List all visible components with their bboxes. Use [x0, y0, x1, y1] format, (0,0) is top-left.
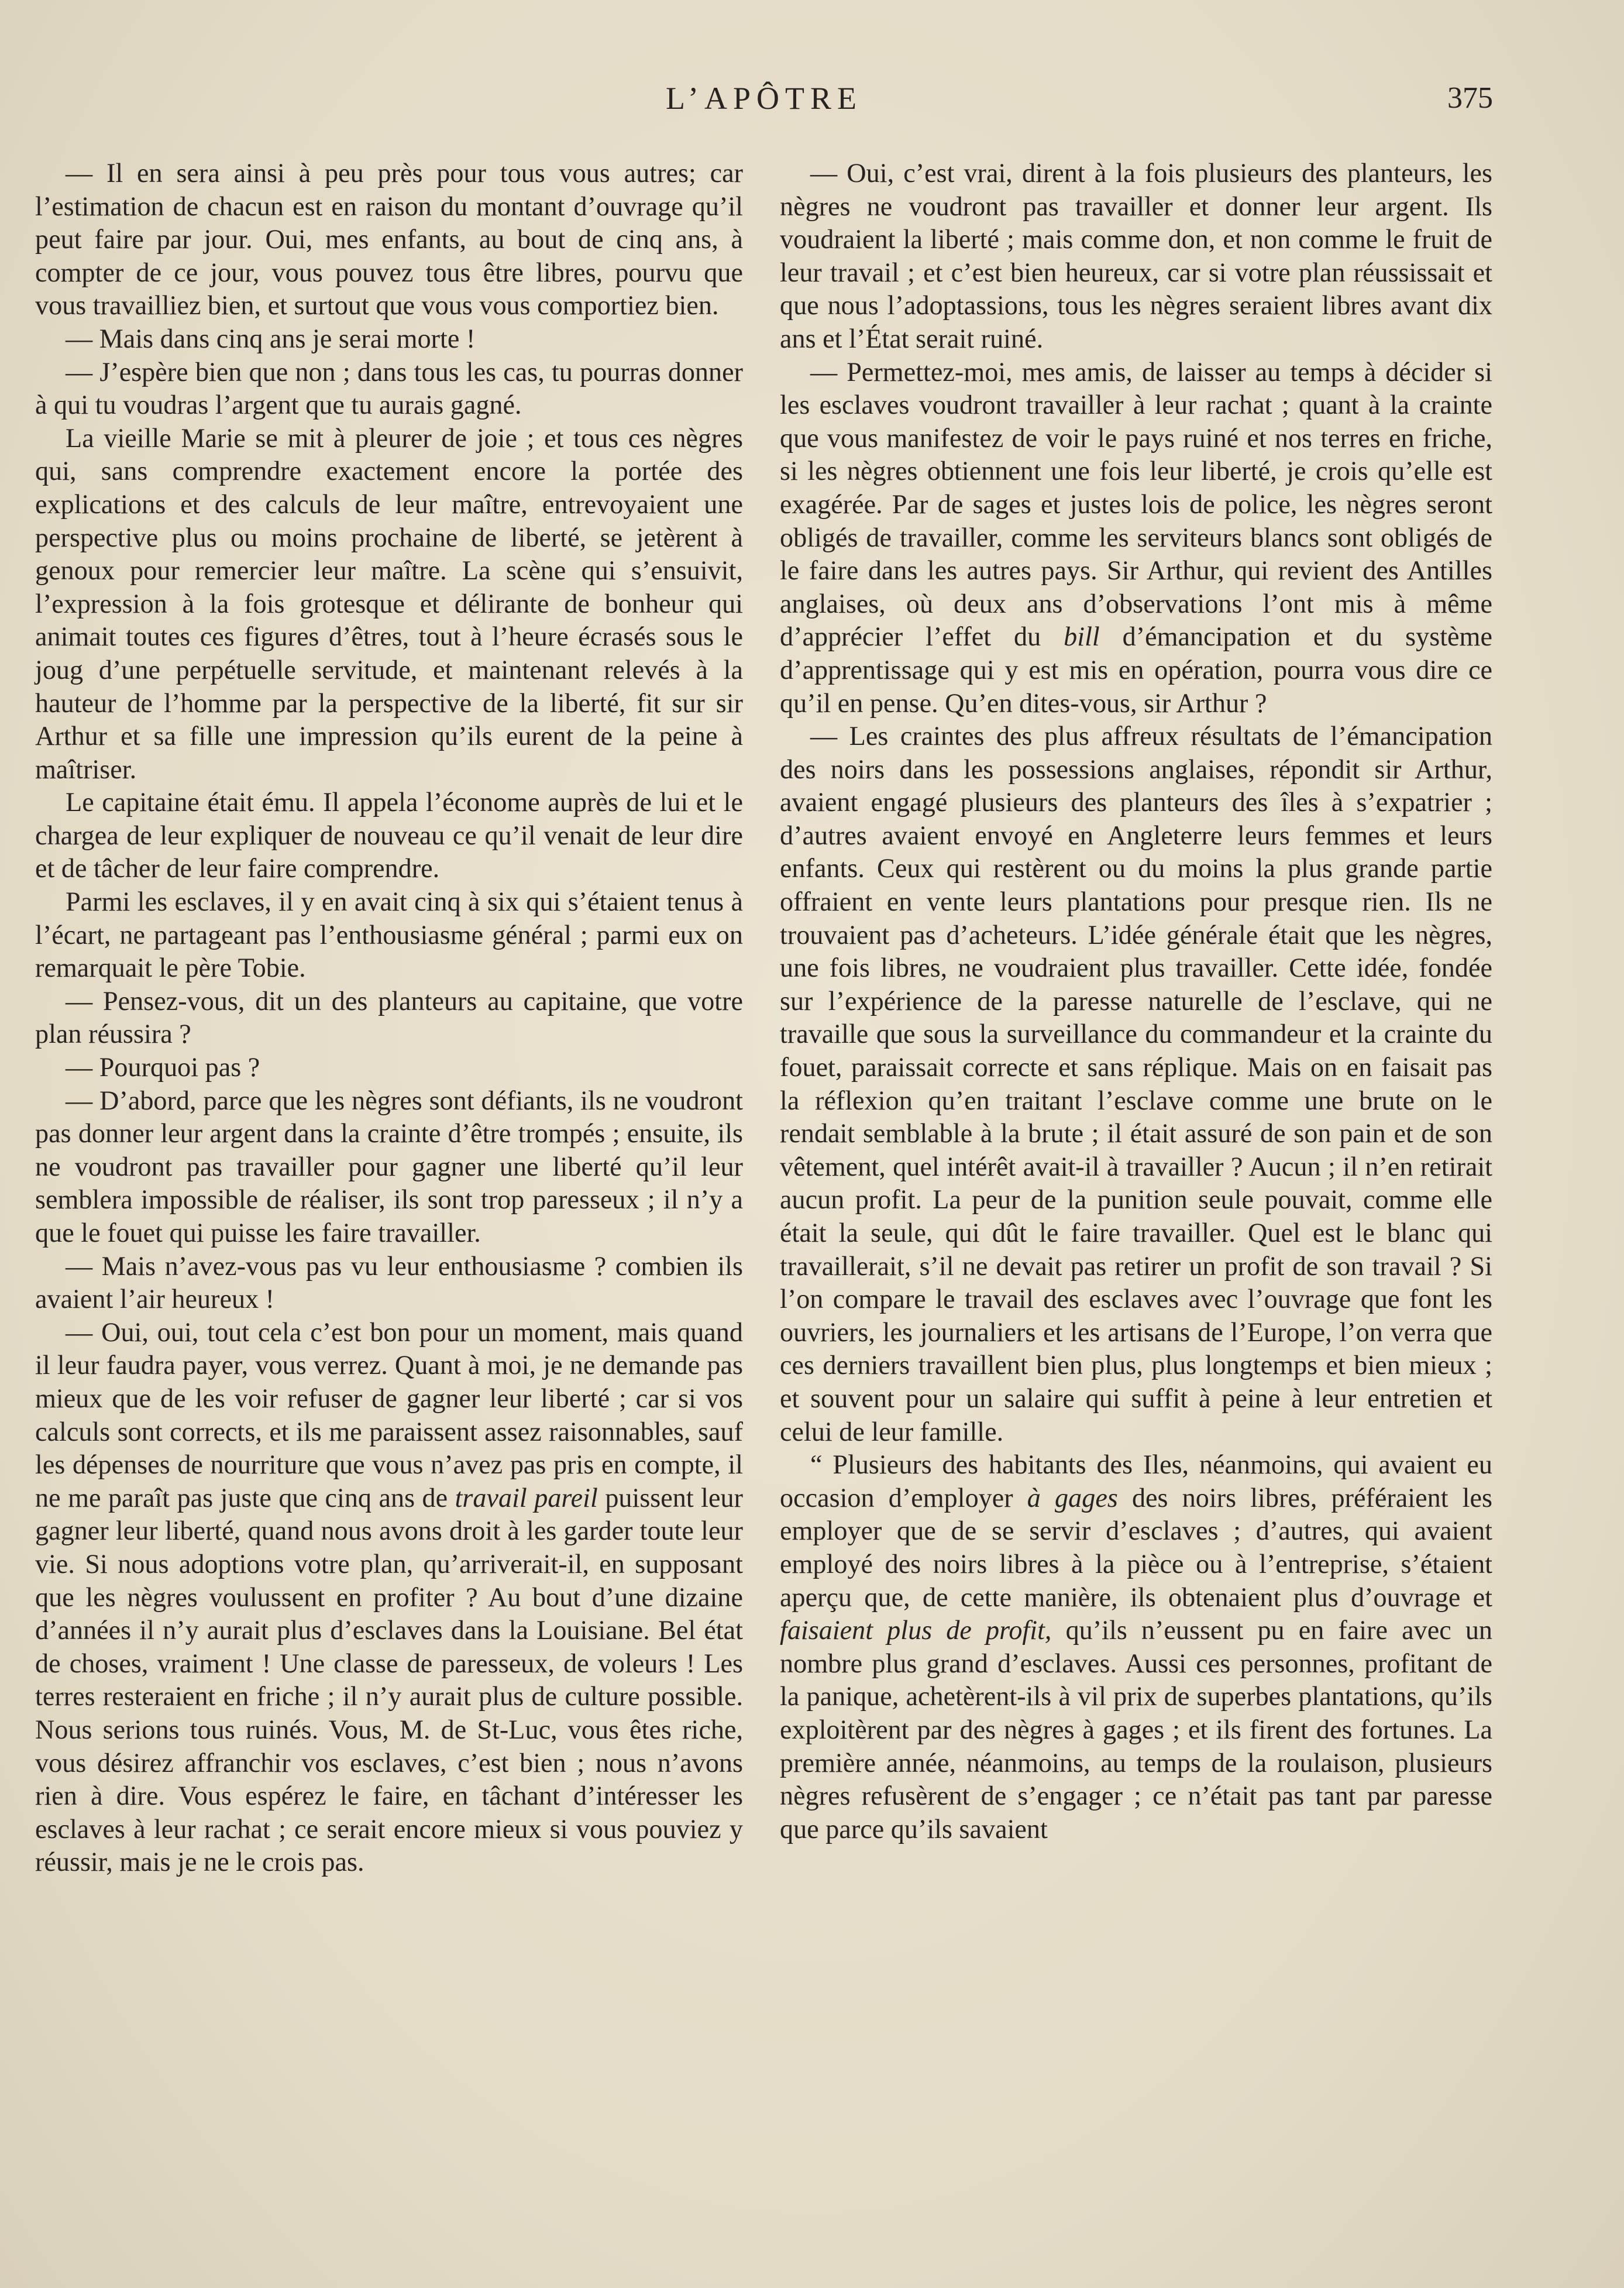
paragraph: — Les craintes des plus affreux résultats de l’émancipation des noirs dans les possessions anglaises, répondit sir Arthur, avaient engagé plusieurs des planteurs des îles à s’expatrier ; d’autres avaient envoyé en Angleterre leurs femmes et leurs enfants. Ceux qui restèrent ou du moins la plus grande partie offraient en vente leurs plantations pour presque rien. Ils ne trouvaient pas d’acheteurs. L’idée générale était que les nègres, une fois libres, ne voudraient plus travailler. Cette idée, fondée sur l’expérience de la paresse naturelle de l’esclave, qui ne travaille que sous la surveillance du commandeur et la crainte du fouet, paraissait correcte et sans réplique. Mais on en faisait pas la réflexion qu’en traitant l’esclave comme une brute on le rendait semblable à la brute ; il était assuré de son pain et de son vêtement, quel intérêt avait-il à travailler ? Aucun ; il n’en retirait aucun profit. La peur de la punition seule pouvait, comme elle était la seule, qui dût le faire travailler. Quel est le blanc qui travaillerait, s’il ne devait pas retirer un profit de son travail ? Si l’on compare le travail des esclaves avec l’ouvrage que font les ouvriers, les journaliers et les artisans de l’Europe, l’on verra que ces derniers travaillent bien plus, plus longtemps et bien mieux ; et souvent pour un salaire qui suffit à peine à leur entretien et celui de leur famille. — [780, 721, 1492, 1447]
italic-run: à gages — [1027, 1482, 1118, 1513]
text-run: d’émancipation et du système d’apprentissage qui y est mis en opération, pourra vous dire ce qu’il en pense. Qu’en dites-vous, sir Arthur ? — [780, 621, 1492, 718]
paragraph: — Mais dans cinq ans je serai morte ! — [66, 323, 476, 353]
text-run: qu’ils n’eussent pu en faire avec un nombre plus grand d’esclaves. Aussi ces personnes, profitant de la panique, achetèrent-ils à vil prix de superbes plantations, qu’ils exploitèrent par des nègres à gages ; et ils firent des fortunes. La première année, néanmoins, au temps de la roulaison, plusieurs nègres refusèrent de s’engager ; ce n’était pas tant par paresse que parce qu’ils savaient — [780, 1615, 1493, 1844]
text-run: des noirs libres, préféraient les employer que de se servir d’esclaves ; d’autres, qui avaient employé des noirs libres à la pièce ou à l’entreprise, s’étaient aperçu que, de cette manière, ils obtenaient plus d’ouvrage et — [780, 1482, 1492, 1612]
italic-run: bill — [1064, 621, 1100, 652]
paragraph: — Il en sera ainsi à peu près pour tous vous autres; car l’estimation de chacun est en raison du montant d’ouvrage qu’il peut faire par jour. Oui, mes enfants, au bout de cinq ans, à compter de ce jour, vous pouvez tous être libres, pourvu que vous travailliez bien, et surtout que vous vous comportiez bien. — [35, 158, 743, 321]
page-number: 375 — [1447, 81, 1493, 115]
paragraph: — Pensez-vous, dit un des planteurs au capitaine, que votre plan réussira ? — [35, 985, 743, 1049]
italic-run: travail pareil — [455, 1482, 598, 1513]
paragraph: — Pourquoi pas ? — [66, 1052, 260, 1083]
paragraph: Le capitaine était ému. Il appela l’économe auprès de lui et le chargea de leur expliquer de nouveau ce qu’il venait de leur dire et de tâcher de leur faire comprendre. — [35, 787, 743, 884]
text-run: puissent leur gagner leur liberté, quand nous avons droit à les garder toute leur vie. Si nous adoptions votre plan, qu’arriverait-il, en supposant que les nègres voulussent en profiter ? Au bout d’une dizaine d’années il n’y aurait plus d’esclaves dans la Louisiane. Bel état de choses, vraiment ! Une classe de paresseux, de voleurs ! Les terres resteraient en friche ; il n’y aurait plus de culture possible. Nous serions tous ruinés. Vous, M. de St-Luc, vous êtes riche, vous désirez affranchir vos esclaves, c’est bien ; nous n’avons rien à dire. Vous espérez le faire, en tâchant d’intéresser les esclaves à leur rachat ; ce serait encore mieux si vous pouviez y réussir, mais je ne le crois pas. — [35, 1482, 743, 1877]
paragraph: — J’espère bien que non ; dans tous les cas, tu pourras donner à qui tu voudras l’argent que tu aurais gagné. — [35, 356, 743, 420]
paragraph — [35, 1316, 743, 1879]
page-header — [35, 75, 1493, 122]
paragraph — [780, 1448, 1492, 1846]
right-column — [780, 157, 1492, 1846]
paragraph: — Mais n’avez-vous pas vu leur enthousiasme ? combien ils avaient l’air heureux ! — [35, 1251, 743, 1314]
paragraph: — Oui, c’est vrai, dirent à la fois plusieurs des planteurs, les nègres ne voudront pas travailler et donner leur argent. Ils voudraient la liberté ; mais comme don, et non comme le fruit de leur travail ; et c’est bien heureux, car si votre plan réussissait et que nous l’adoptassions, tous les nègres seraient libres avant dix ans et l’État serait ruiné. — [780, 158, 1492, 353]
paragraph: — D’abord, parce que les nègres sont défiants, ils ne voudront pas donner leur argent dans la crainte d’être trompés ; ensuite, ils ne voudront pas travailler pour gagner une liberté qu’il leur semblera impossible de réaliser, ils sont trop paresseux ; il n’y a que le fouet qui puisse les faire travailler. — [35, 1085, 743, 1248]
text-run: — Permettez-moi, mes amis, de laisser au temps à décider si les esclaves voudront travailler à leur rachat ; quant à la crainte que vous manifestez de voir le pays ruiné et nos terres en friche, si les nègres obtiennent une fois leur liberté, je crois qu’elle est exagérée. Par de sages et justes lois de police, les nègres seront obligés de travailler, comme les serviteurs blancs sont obligés de le faire dans les autres pays. Sir Arthur, qui revient des Antilles anglaises, où deux ans d’observations l’ont mis à même d’apprécier l’effet du — [780, 356, 1492, 652]
text-run: — Oui, oui, tout cela c’est bon pour un moment, mais quand il leur faudra payer, vous verrez. Quant à moi, je ne demande pas mieux que de les voir refuser de gagner leur liberté ; car si vos calculs sont corrects, et ils me paraissent assez raisonnables, sauf les dépenses de nourriture que vous n’avez pas pris en compte, il ne me paraît pas juste que cinq ans de — [35, 1317, 743, 1513]
paragraph — [780, 356, 1492, 720]
left-column — [35, 157, 743, 1879]
running-title: L’APÔTRE — [665, 81, 863, 116]
text-run: “ Plusieurs des habitants des Iles, néanmoins, qui avaient eu occasion d’employer — [780, 1449, 1492, 1513]
italic-run: faisaient plus de profit, — [780, 1615, 1052, 1645]
paragraph: La vieille Marie se mit à pleurer de joie ; et tous ces nègres qui, sans comprendre exactement encore la portée des explications et des calculs de leur maître, entrevoyaient une perspective plus ou moins prochaine de liberté, se jetèrent à genoux pour remercier leur maître. La scène qui s’ensuivit, l’expression à la fois grotesque et délirante de bonheur qui animait toutes ces figures d’êtres, tout à l’heure écrasés sous le joug d’une perpétuelle servitude, et maintenant relevés à la hauteur de l’homme par la perspective de la liberté, fit sur sir Arthur et sa fille une impression qu’ils eurent de la peine à maîtriser. — [35, 422, 743, 784]
paragraph: Parmi les esclaves, il y en avait cinq à six qui s’étaient tenus à l’écart, ne partageant pas l’enthousiasme général ; parmi eux on remarquait le père Tobie. — [35, 887, 743, 983]
